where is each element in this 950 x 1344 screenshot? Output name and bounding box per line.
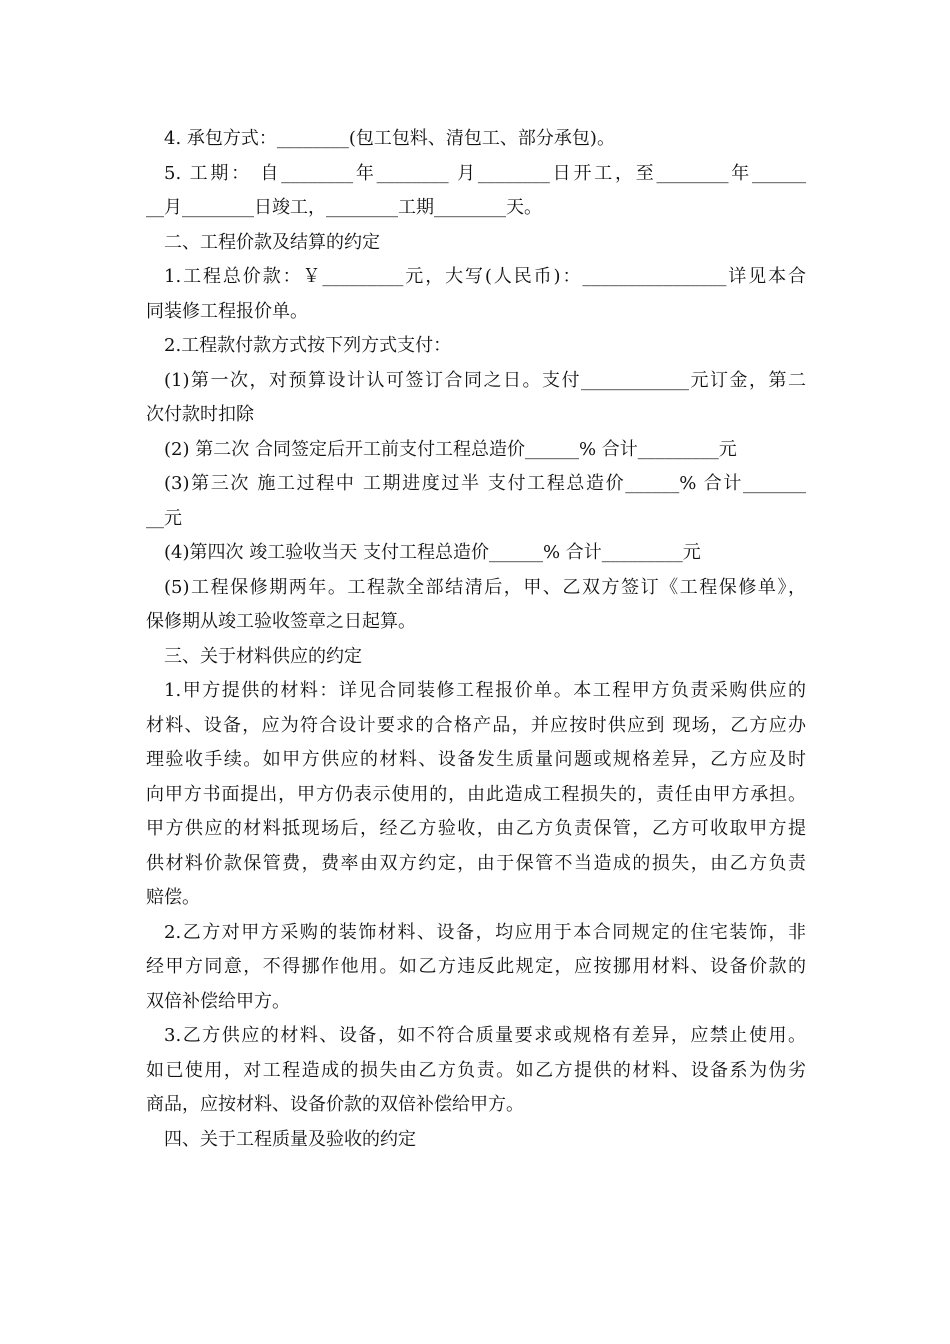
contract-type-line: 4. 承包方式：________(包工包料、清包工、部分承包)。 [164,128,615,149]
contract-page [146,122,806,1157]
section-heading-quality: 四、关于工程质量及验收的约定 [164,1128,416,1150]
payment-fourth-line: (4)第四次 竣工验收当天 支付工程总造价______% 合计_________元 [164,542,701,563]
payment-second-line: (2) 第二次 合同签定后开工前支付工程总造价______% 合计_________元 [164,438,737,460]
materials-clause-2-line-3: 双倍补偿给甲方。 [146,990,290,1012]
materials-clause-2-line-1: 2.乙方对甲方采购的装饰材料、设备，均应用于本合同规定的住宅装饰，非 [164,921,806,943]
payment-first-continued: 次付款时扣除 [146,404,254,425]
materials-clause-1-line-3: 理验收手续。如甲方供应的材料、设备发生质量问题或规格差异，乙方应及时 [146,749,806,770]
payment-third-continued: __元 [146,507,182,529]
section-heading-price: 二、工程价款及结算的约定 [164,231,380,253]
materials-clause-3-line-2: 如已使用，对工程造成的损失由乙方负责。如乙方提供的材料、设备系为伪劣 [146,1059,806,1081]
total-price-line: 1.工程总价款：￥_________元，大写(人民币)：________________详见本合 [164,266,806,287]
materials-clause-3-line-1: 3.乙方供应的材料、设备，如不符合质量要求或规格有差异，应禁止使用。 [164,1025,806,1046]
total-price-continued: 同装修工程报价单。 [146,300,308,322]
payment-third-line: (3)第三次 施工过程中 工期进度过半 支付工程总造价______% 合计_______ [164,473,806,494]
payment-method-line: 2.工程款付款方式按下列方式支付： [164,335,452,356]
construction-period-line: 5. 工期： 自________年________ 月________日开工，至________年______ [164,162,806,184]
payment-first-line: (1)第一次，对预算设计认可签订合同之日。支付____________元订金，第二 [164,369,806,391]
materials-clause-3-line-3: 商品，应按材料、设备价款的双倍补偿给甲方。 [146,1094,524,1115]
materials-clause-2-line-2: 经甲方同意，不得挪作他用。如乙方违反此规定，应按挪用材料、设备价款的 [146,956,806,977]
materials-clause-1-line-7: 赔偿。 [146,887,200,908]
section-heading-materials: 三、关于材料供应的约定 [164,645,362,667]
materials-clause-1-line-2: 材料、设备，应为符合设计要求的合格产品，并应按时供应到 现场，乙方应办 [146,714,806,736]
materials-clause-1-line-5: 甲方供应的材料抵现场后，经乙方验收，由乙方负责保管，乙方可收取甲方提 [146,818,806,839]
warranty-line: (5)工程保修期两年。工程款全部结清后，甲、乙双方签订《工程保修单》， [164,576,806,598]
materials-clause-1-line-1: 1.甲方提供的材料：详见合同装修工程报价单。本工程甲方负责采购供应的 [164,680,806,701]
warranty-continued: 保修期从竣工验收签章之日起算。 [146,611,416,632]
construction-period-continued: __月________日竣工，________工期________天。 [146,197,542,218]
materials-clause-1-line-6: 供材料价款保管费，费率由双方约定，由于保管不当造成的损失，由乙方负责 [146,852,806,874]
materials-clause-1-line-4: 向甲方书面提出，甲方仍表示使用的，由此造成工程损失的，责任由甲方承担。 [146,783,806,805]
